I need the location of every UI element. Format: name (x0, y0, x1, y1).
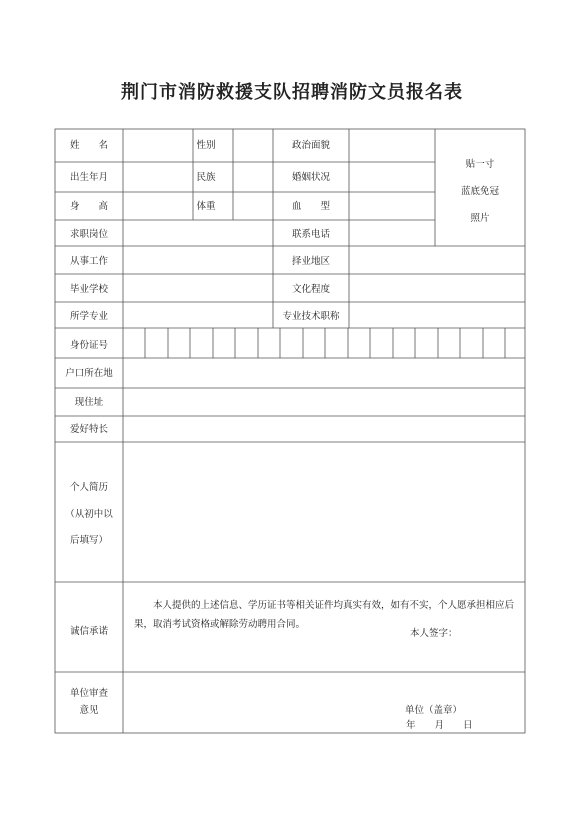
label-height: 身 高 (69, 201, 109, 212)
hukou-field[interactable] (124, 359, 524, 387)
label-gender: 性别 (196, 140, 216, 151)
photo-note-2: 蓝底免冠 (460, 186, 500, 197)
label-work: 从事工作 (69, 256, 109, 267)
label-marital-status: 婚姻状况 (291, 172, 331, 183)
photo-note-1: 贴一寸 (465, 159, 495, 170)
label-education: 文化程度 (291, 284, 331, 295)
label-political-status: 政治面貌 (291, 140, 331, 151)
resume-field[interactable] (124, 443, 524, 581)
political-status-field[interactable] (350, 130, 434, 161)
school-field[interactable] (124, 275, 272, 301)
label-weight: 体重 (196, 201, 216, 212)
title-rank-field[interactable] (350, 303, 524, 327)
review-field[interactable] (124, 673, 394, 732)
label-title-rank: 专业技术职称 (282, 311, 340, 322)
birth-field[interactable] (124, 163, 192, 191)
signature-label: 本人签字： (410, 628, 458, 639)
id-card-field[interactable] (124, 329, 524, 357)
blood-type-field[interactable] (350, 193, 434, 219)
label-resume-note-1: （从初中以 (65, 509, 113, 520)
height-field[interactable] (124, 193, 192, 219)
label-name: 姓 名 (69, 140, 109, 151)
photo-box[interactable] (436, 130, 524, 245)
label-hukou: 户口所在地 (65, 368, 113, 379)
position-field[interactable] (124, 221, 272, 245)
label-pledge: 诚信承诺 (69, 626, 109, 637)
pledge-text: 本人提供的上述信息、学历证书等相关证件均真实有效，如有不实，个人愿承担相应后果，取消考试资格或解除劳动聘用合同。 (134, 600, 515, 630)
education-field[interactable] (350, 275, 524, 301)
marital-status-field[interactable] (350, 163, 434, 191)
label-position: 求职岗位 (69, 229, 109, 240)
label-hobby: 爱好特长 (69, 424, 109, 435)
label-id-card: 身份证号 (69, 340, 109, 351)
date-line: 年 月 日 (406, 720, 473, 731)
label-address: 现住址 (74, 397, 104, 408)
name-field[interactable] (124, 130, 192, 161)
phone-field[interactable] (350, 247, 524, 273)
signature-field[interactable] (470, 624, 520, 644)
ethnicity-field[interactable] (234, 163, 272, 191)
label-review-2: 意见 (79, 705, 99, 716)
label-major: 所学专业 (69, 311, 109, 322)
weight-field[interactable] (234, 193, 272, 219)
label-ethnicity: 民族 (196, 172, 216, 183)
address-field[interactable] (124, 389, 524, 415)
page-title: 荆门市消防救援支队招聘消防文员报名表 (121, 82, 463, 103)
hobby-field[interactable] (124, 417, 524, 441)
label-birth: 出生年月 (69, 172, 109, 183)
major-field[interactable] (124, 303, 272, 327)
label-school: 毕业学校 (69, 284, 109, 295)
label-phone: 联系电话 (291, 229, 331, 240)
label-resume-note-2: 后填写） (69, 535, 109, 546)
gender-field[interactable] (234, 130, 272, 161)
label-area: 择业地区 (291, 256, 331, 267)
photo-note-3: 照片 (470, 213, 490, 224)
unit-stamp-label: 单位（盖章） (405, 705, 463, 716)
label-resume: 个人简历 (69, 482, 109, 493)
label-review: 单位审查 (69, 688, 109, 699)
label-blood-type: 血 型 (291, 201, 331, 212)
work-field[interactable] (124, 247, 272, 273)
